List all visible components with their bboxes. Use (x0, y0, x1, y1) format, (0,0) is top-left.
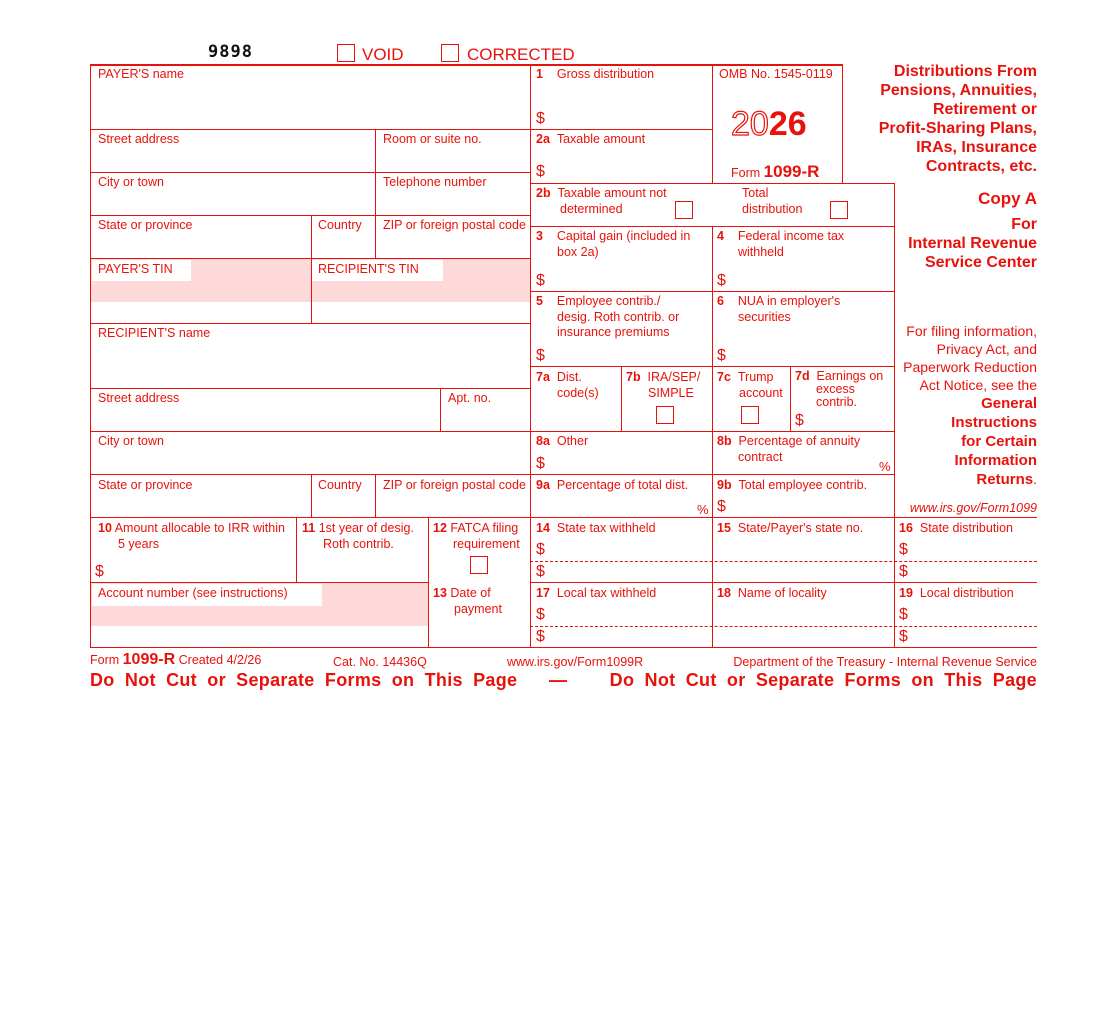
box7b-label: 7b IRA/SEP/ SIMPLE (626, 370, 701, 400)
box8b-percent: % (879, 459, 891, 474)
footer-department: Department of the Treasury - Internal Revenue Service (733, 655, 1037, 669)
box16-label: 16 State distribution (899, 521, 1013, 535)
do-not-cut-left: Do Not Cut or Separate Forms on This Page (90, 670, 518, 690)
payer-city-label: City or town (98, 175, 164, 189)
box16-dollar-2: $ (899, 563, 908, 580)
recipient-name-label: RECIPIENT'S name (98, 326, 211, 340)
box18-label: 18 Name of locality (717, 586, 827, 600)
box6-dollar: $ (717, 347, 726, 364)
box16-dollar-1: $ (899, 541, 908, 558)
payer-tin-label: PAYER'S TIN (92, 260, 191, 281)
omb-number: OMB No. 1545-0119 (719, 67, 833, 81)
copy-a-label: Copy A (978, 189, 1037, 208)
payer-street-label: Street address (98, 132, 180, 146)
omb-form-name: Form 1099-R (731, 162, 820, 181)
payer-state-label: State or province (98, 218, 193, 232)
copy-for-label: For Internal Revenue Service Center (908, 216, 1037, 271)
box9a-percent: % (697, 502, 709, 517)
footer-form-name: Form 1099-R Created 4/2/26 (90, 651, 262, 668)
box19-dollar-1: $ (899, 606, 908, 623)
recipient-country-label: Country (318, 478, 362, 492)
box9a-label: 9a Percentage of total dist. (536, 478, 689, 492)
box10-label: 10 Amount allocable to IRR within 5 years (98, 521, 285, 551)
recipient-city-label: City or town (98, 434, 164, 448)
footer-url[interactable]: www.irs.gov/Form1099R (507, 655, 644, 669)
box9b-dollar: $ (717, 498, 726, 515)
box7c-label: 7c Trump account (717, 370, 783, 400)
box14-dollar-1: $ (536, 541, 545, 558)
irs-form-url[interactable]: www.irs.gov/Form1099 (909, 501, 1037, 515)
box1-label: 1 Gross distribution (536, 67, 655, 81)
box3-label: 3 Capital gain (included in box 2a) (536, 229, 691, 259)
box2b-label: 2b Taxable amount not determined (536, 186, 667, 216)
total-distribution-label: Total distribution (742, 186, 803, 216)
box6-label: 6 NUA in employer's securities (717, 294, 841, 324)
box17-dollar-2: $ (536, 628, 545, 645)
total-distribution-checkbox[interactable] (830, 201, 848, 219)
box17-label: 17 Local tax withheld (536, 586, 657, 600)
box19-dollar-2: $ (899, 628, 908, 645)
box10-dollar: $ (95, 563, 104, 580)
box4-dollar: $ (717, 272, 726, 289)
box15-label: 15 State/Payer's state no. (717, 521, 864, 535)
form-title: Distributions From Pensions, Annuities, Retirement or Profit-Sharing Plans, IRAs, Insurance Contracts, etc. (878, 63, 1037, 175)
box11-label: 11 1st year of desig. Roth contrib. (302, 521, 414, 551)
footer-cat-no: Cat. No. 14436Q (333, 655, 427, 669)
void-label: VOID (362, 45, 404, 64)
fatca-checkbox[interactable] (470, 556, 488, 574)
box19-label: 19 Local distribution (899, 586, 1014, 600)
box7d-dollar: $ (795, 412, 804, 429)
box2a-label: 2a Taxable amount (536, 132, 646, 146)
box8a-dollar: $ (536, 455, 545, 472)
filing-info: For filing information, Privacy Act, and Paperwork Reduction Act Notice, see the General Instructions for Certain Information Returns. (903, 323, 1037, 488)
box7a-label: 7a Dist. code(s) (536, 370, 599, 400)
corrected-label: CORRECTED (467, 45, 575, 64)
corrected-checkbox[interactable] (441, 44, 459, 62)
box7d-label: 7d Earnings on excess contrib. (795, 369, 884, 409)
box3-dollar: $ (536, 272, 545, 289)
box14-label: 14 State tax withheld (536, 521, 656, 535)
box1-dollar: $ (536, 110, 545, 127)
box14-dollar-2: $ (536, 563, 545, 580)
box2a-dollar: $ (536, 163, 545, 180)
box8a-label: 8a Other (536, 434, 589, 448)
recipient-zip-label: ZIP or foreign postal code (383, 478, 526, 492)
recipient-state-label: State or province (98, 478, 193, 492)
trump-account-checkbox[interactable] (741, 406, 759, 424)
recipient-street-label: Street address (98, 391, 180, 405)
box13-label: 13 Date of payment (433, 586, 502, 616)
recipient-tin-label: RECIPIENT'S TIN (312, 260, 443, 281)
payer-name-label: PAYER'S name (98, 67, 184, 81)
recipient-apt-label: Apt. no. (448, 391, 492, 405)
box5-dollar: $ (536, 347, 545, 364)
do-not-cut-dash: — (549, 670, 567, 690)
payer-zip-label: ZIP or foreign postal code (383, 218, 526, 232)
taxable-not-determined-checkbox[interactable] (675, 201, 693, 219)
payer-room-label: Room or suite no. (383, 132, 482, 146)
form-code: 9898 (208, 42, 253, 62)
payer-telephone-label: Telephone number (383, 175, 487, 189)
box8b-label: 8b Percentage of annuity contract (717, 434, 861, 464)
account-number-label: Account number (see instructions) (92, 584, 322, 606)
box4-label: 4 Federal income tax withheld (717, 229, 845, 259)
box12-label: 12 FATCA filing requirement (433, 521, 520, 551)
box9b-label: 9b Total employee contrib. (717, 478, 868, 492)
ira-sep-simple-checkbox[interactable] (656, 406, 674, 424)
box17-dollar-1: $ (536, 606, 545, 623)
payer-country-label: Country (318, 218, 362, 232)
tax-year: 2026 (731, 105, 807, 143)
void-checkbox[interactable] (337, 44, 355, 62)
do-not-cut-right: Do Not Cut or Separate Forms on This Page (609, 670, 1037, 690)
box5-label: 5 Employee contrib./ desig. Roth contrib. or insurance premiums (536, 294, 680, 339)
